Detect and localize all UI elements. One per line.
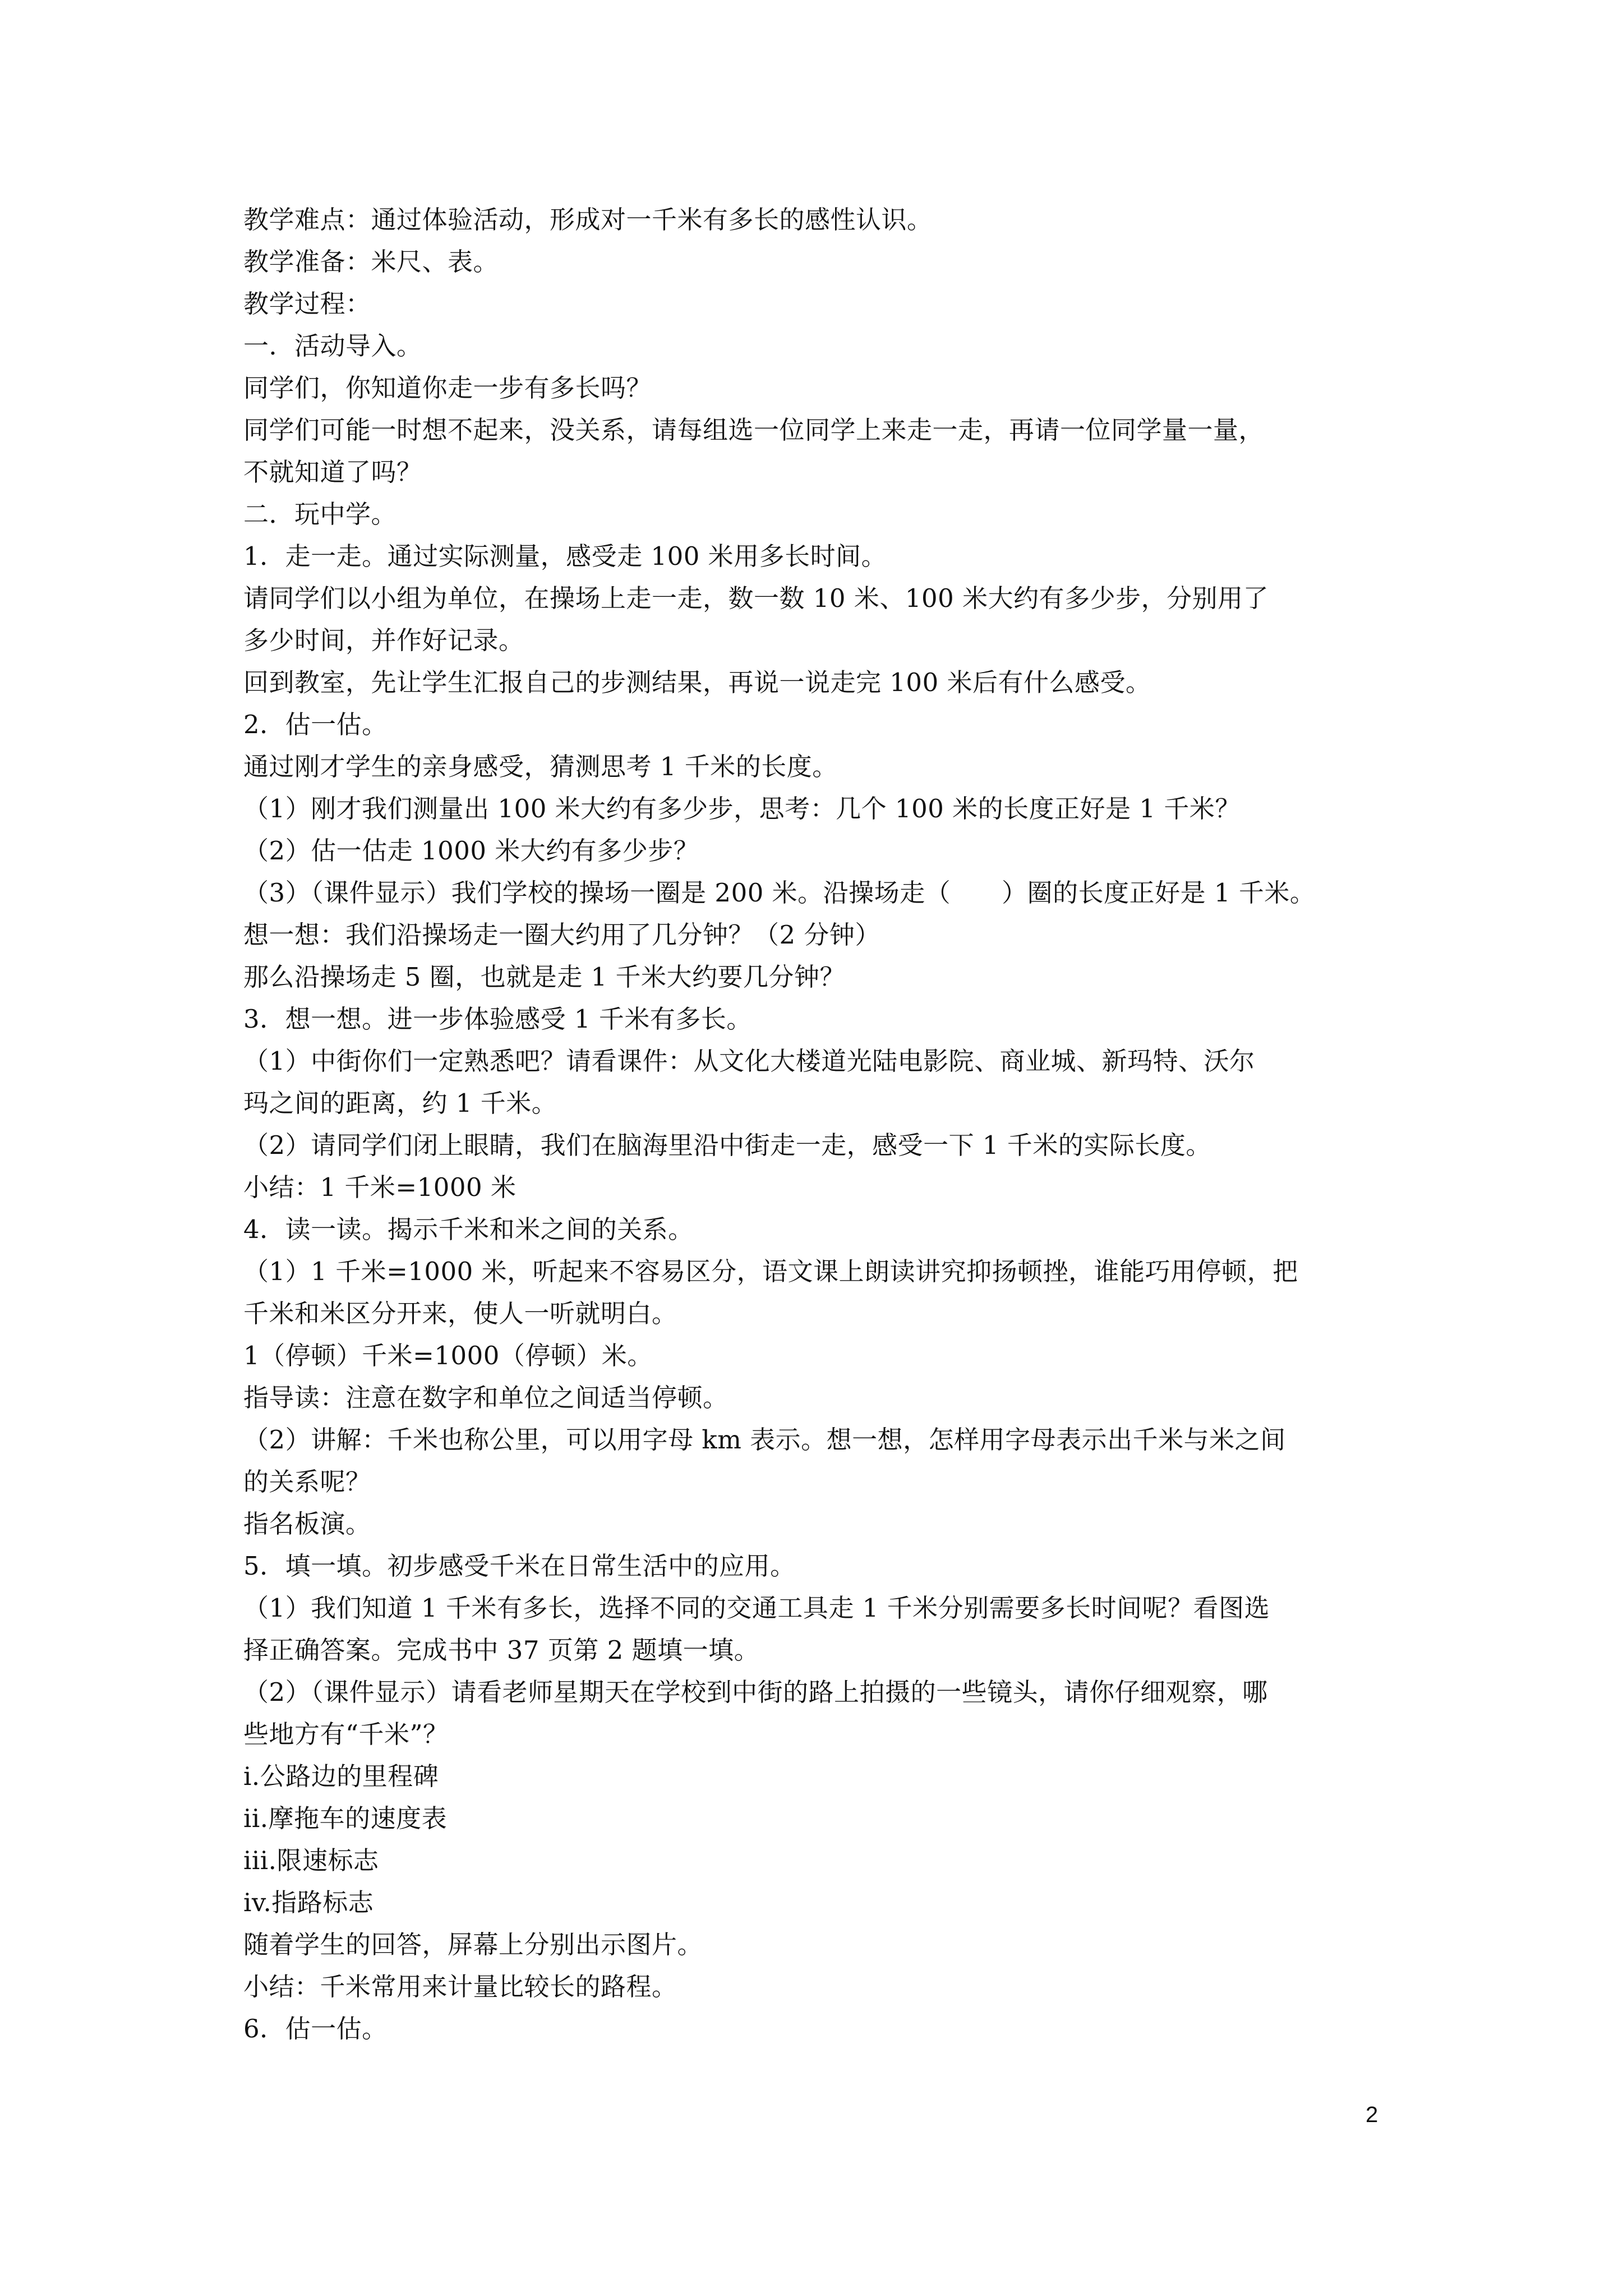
text-line: 二．玩中学。: [243, 499, 397, 529]
text-line: 3．想一想。进一步体验感受 1 千米有多长。: [243, 1004, 752, 1034]
text-line: 1（停顿）千米=1000（停顿）米。: [243, 1341, 653, 1370]
text-line: 小结：千米常用来计量比较长的路程。: [243, 1972, 677, 2001]
text-line: （2）请同学们闭上眼睛，我们在脑海里沿中街走一走，感受一下 1 千米的实际长度。: [243, 1130, 1211, 1160]
text-line: 教学难点：通过体验活动，形成对一千米有多长的感性认识。: [243, 205, 933, 234]
text-line: （2）（课件显示）请看老师星期天在学校到中街的路上拍摄的一些镜头，请你仔细观察，哪: [243, 1677, 1268, 1707]
page-number: 2: [1366, 2102, 1378, 2127]
text-line: 回到教室，先让学生汇报自己的步测结果，再说一说走完 100 米后有什么感受。: [243, 668, 1151, 697]
text-line: 一．活动导入。: [243, 331, 422, 361]
text-line: 的关系呢？: [243, 1467, 371, 1497]
text-line: 6．估一估。: [243, 2014, 388, 2044]
text-line: 随着学生的回答，屏幕上分别出示图片。: [243, 1930, 703, 1959]
text-line: iii.限速标志: [243, 1846, 379, 1875]
text-line: 通过刚才学生的亲身感受，猜测思考 1 千米的长度。: [243, 752, 838, 781]
document-body: [243, 199, 1376, 2050]
text-line: 玛之间的距离，约 1 千米。: [243, 1088, 557, 1118]
text-line: 小结：1 千米=1000 米: [243, 1172, 517, 1202]
text-line: 指导读：注意在数字和单位之间适当停顿。: [243, 1383, 728, 1412]
text-line: （1）1 千米=1000 米，听起来不容易区分，语文课上朗读讲究抑扬顿挫，谁能巧用停顿，把: [243, 1257, 1298, 1286]
text-line: 4．读一读。揭示千米和米之间的关系。: [243, 1214, 694, 1244]
text-line: （3）（课件显示）我们学校的操场一圈是 200 米。沿操场走（ ）圈的长度正好是 1 千米。: [243, 878, 1316, 908]
text-line: 教学过程：: [243, 289, 371, 319]
text-line: （1）我们知道 1 千米有多长，选择不同的交通工具走 1 千米分别需要多长时间呢？看图选: [243, 1593, 1270, 1623]
text-line: 多少时间，并作好记录。: [243, 625, 524, 655]
text-line: 请同学们以小组为单位，在操场上走一走，数一数 10 米、100 米大约有多少步，分别用了: [243, 583, 1269, 613]
text-line: （1）中街你们一定熟悉吧？请看课件：从文化大楼道光陆电影院、商业城、新玛特、沃尔: [243, 1046, 1255, 1076]
text-line: （2）讲解：千米也称公里，可以用字母 km 表示。想一想，怎样用字母表示出千米与米之间: [243, 1425, 1286, 1455]
text-line: 教学准备：米尺、表。: [243, 247, 499, 277]
text-line: （2）估一估走 1000 米大约有多少步？: [243, 836, 699, 866]
text-line: （1）刚才我们测量出 100 米大约有多少步，思考：几个 100 米的长度正好是 1 千米？: [243, 794, 1241, 823]
text-line: i.公路边的里程碑: [243, 1761, 439, 1791]
text-line: 同学们可能一时想不起来，没关系，请每组选一位同学上来走一走，再请一位同学量一量，: [243, 415, 1265, 445]
text-line: 5．填一填。初步感受千米在日常生活中的应用。: [243, 1551, 796, 1581]
text-line: 不就知道了吗？: [243, 457, 422, 487]
text-line: 同学们，你知道你走一步有多长吗？: [243, 373, 652, 403]
text-line: 择正确答案。完成书中 37 页第 2 题填一填。: [243, 1635, 760, 1665]
text-line: 2．估一估。: [243, 710, 388, 739]
text-line: 些地方有“千米”？: [243, 1719, 449, 1749]
text-line: iv.指路标志: [243, 1888, 374, 1917]
text-line: ii.摩拖车的速度表: [243, 1803, 448, 1833]
text-line: 那么沿操场走 5 圈，也就是走 1 千米大约要几分钟？: [243, 962, 845, 992]
text-line: 指名板演。: [243, 1509, 371, 1539]
text-line: 千米和米区分开来，使人一听就明白。: [243, 1299, 677, 1328]
text-line: 想一想：我们沿操场走一圈大约用了几分钟？（2 分钟）: [243, 920, 880, 950]
text-line: 1．走一走。通过实际测量，感受走 100 米用多长时间。: [243, 541, 887, 571]
